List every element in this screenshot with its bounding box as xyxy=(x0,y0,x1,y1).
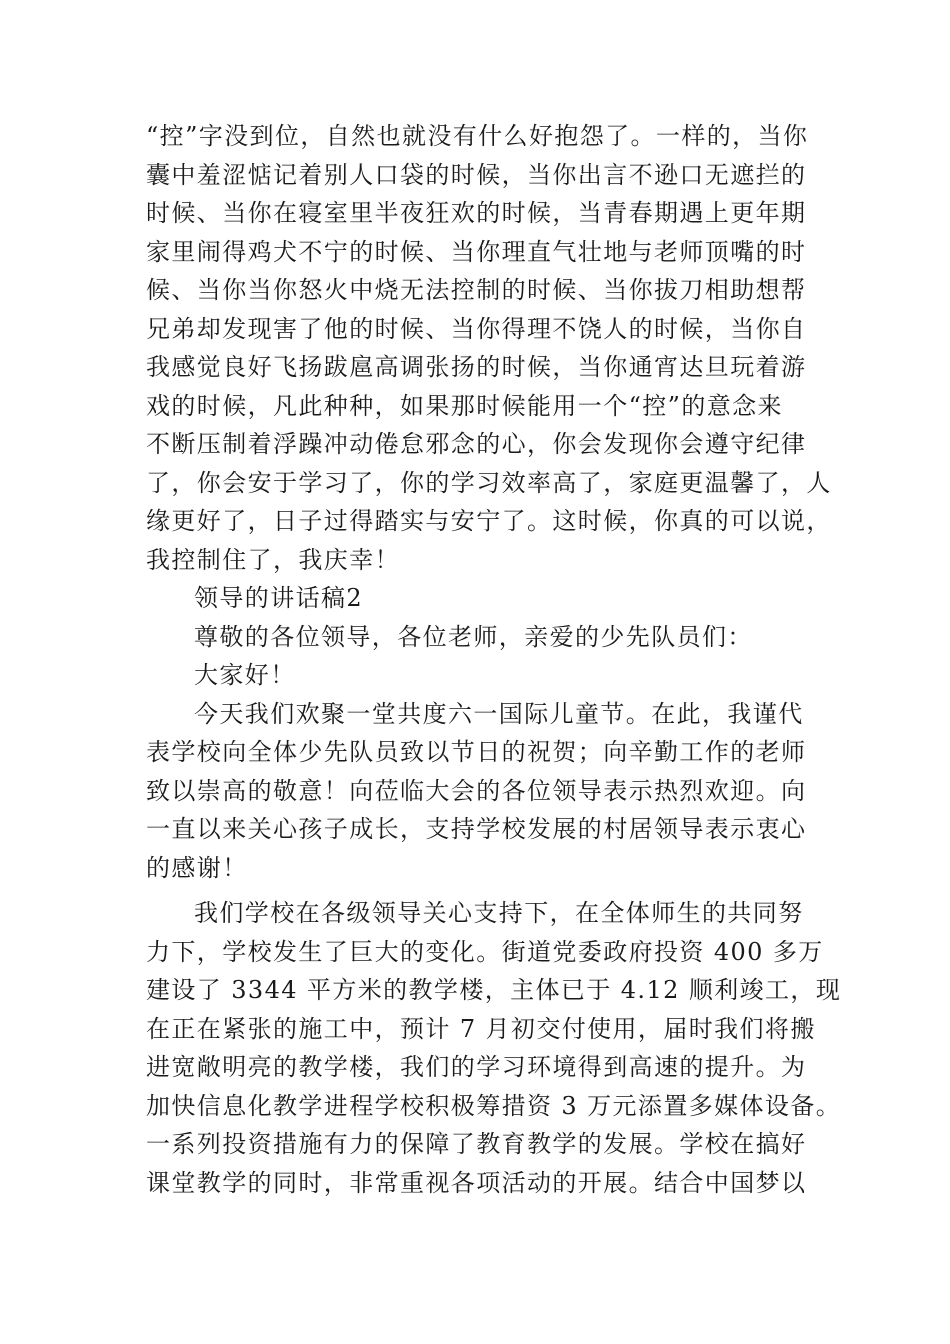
text-line: 表学校向全体少先队员致以节日的祝贺；向辛勤工作的老师 xyxy=(146,738,807,766)
paragraph-2 xyxy=(146,695,816,888)
text-line: “控”字没到位，自然也就没有什么好抱怨了。一样的，当你 xyxy=(146,122,809,150)
text-line: 建设了 3344 平方米的教学楼，主体已于 4.12 顺利竣工，现 xyxy=(146,976,842,1004)
greeting: 大家好！ xyxy=(194,661,296,689)
text-line: 不断压制着浮躁冲动倦怠邪念的心，你会发现你会遵守纪律 xyxy=(146,430,807,458)
text-line: 的感谢！ xyxy=(146,853,248,882)
paragraph-3 xyxy=(146,894,842,1202)
text-line: 课堂教学的同时，非常重视各项活动的开展。结合中国梦以 xyxy=(146,1168,807,1197)
text-line: 我们学校在各级领导关心支持下，在全体师生的共同努 xyxy=(194,899,804,927)
text-line: 我控制住了，我庆幸！ xyxy=(146,545,400,574)
document-body xyxy=(146,117,842,1202)
text-line: 进宽敞明亮的教学楼，我们的学习环境得到高速的提升。为 xyxy=(146,1053,807,1081)
salutation: 尊敬的各位领导，各位老师，亲爱的少先队员们： xyxy=(194,622,753,651)
text-line: 我感觉良好飞扬跋扈高调张扬的时候，当你通宵达旦玩着游 xyxy=(146,353,807,381)
text-line: 在正在紧张的施工中，预计 7 月初交付使用，届时我们将搬 xyxy=(146,1014,816,1043)
text-line: 加快信息化教学进程学校积极筹措资 3 万元添置多媒体设备。 xyxy=(146,1091,842,1120)
text-line: 今天我们欢聚一堂共度六一国际儿童节。在此，我谨代 xyxy=(194,699,804,728)
text-line: 力下，学校发生了巨大的变化。街道党委政府投资 400 多万 xyxy=(146,937,824,966)
paragraph-1 xyxy=(146,117,832,579)
text-line: 时候、当你在寝室里半夜狂欢的时候，当青春期遇上更年期 xyxy=(146,199,807,227)
speech-heading: 领导的讲话稿2 xyxy=(194,584,364,612)
text-line: 兄弟却发现害了他的时候、当你得理不饶人的时候，当你自 xyxy=(146,314,807,343)
text-line: 一系列投资措施有力的保障了教育教学的发展。学校在搞好 xyxy=(146,1130,807,1158)
text-line: 一直以来关心孩子成长，支持学校发展的村居领导表示衷心 xyxy=(146,815,807,843)
text-line: 戏的时候，凡此种种，如果那时候能用一个“控”的意念来 xyxy=(146,391,783,420)
text-line: 了，你会安于学习了，你的学习效率高了，家庭更温馨了，人 xyxy=(146,468,832,497)
text-line: 囊中羞涩惦记着别人口袋的时候，当你出言不逊口无遮拦的 xyxy=(146,160,807,189)
text-line: 缘更好了，日子过得踏实与安宁了。这时候，你真的可以说， xyxy=(146,507,832,535)
text-line: 家里闹得鸡犬不宁的时候、当你理直气壮地与老师顶嘴的时 xyxy=(146,237,807,266)
text-line: 候、当你当你怒火中烧无法控制的时候、当你拔刀相助想帮 xyxy=(146,276,807,304)
text-line: 致以崇高的敬意！向莅临大会的各位领导表示热烈欢迎。向 xyxy=(146,776,807,805)
